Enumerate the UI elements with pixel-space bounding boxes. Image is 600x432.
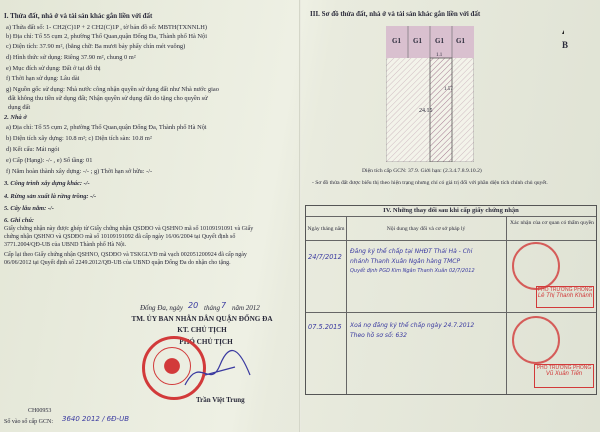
land-origin-line1: g) Nguồn gốc sử dụng: Nhà nước công nhận quyền sử dụng đất như Nhà nước giao <box>6 86 219 93</box>
section4-forest: 4. Rừng sản xuất là rừng trồng: -/- <box>4 193 97 200</box>
kt-chairman: KT. CHỦ TỊCH <box>177 326 227 334</box>
plot-diagram <box>386 26 474 162</box>
plot-label-g1: G1 <box>413 37 422 45</box>
section4-title: IV. Những thay đổi sau khi cấp giấy chứng nhận <box>383 207 519 214</box>
office-seal <box>512 242 560 290</box>
north-label: B <box>562 40 569 50</box>
approval-stamp <box>536 286 594 308</box>
section5-perennial: 5. Cây lâu năm: -/- <box>4 205 54 212</box>
section6-notes-title: 6. Ghi chú: <box>4 217 35 224</box>
plot-dimension: 24.15 <box>419 108 433 114</box>
approval-stamp <box>534 364 594 388</box>
change-content-line: Đăng ký thế chấp tại NHĐT Thái Hà - Chi <box>350 248 473 255</box>
change-content-line: Theo hồ sơ số: 632 <box>350 332 407 339</box>
page-fold <box>299 0 301 432</box>
change-content-line: nhánh Thanh Xuân Ngân hàng TMCP <box>350 258 461 265</box>
changes-table <box>305 205 597 395</box>
house-build-area: b) Diện tích xây dựng: 10.8 m²; c) Diện tích sàn: 10.8 m² <box>6 135 152 142</box>
col-date-header: Ngày tháng năm <box>307 226 345 232</box>
stamp-signer: Vũ Xuân Tiến <box>545 371 583 377</box>
registry-label: Số vào sổ cấp GCN: <box>4 419 53 425</box>
note-line: Cấp lại theo Giấy chứng nhận QSHNO, QSDĐO và TSKGLVĐ mã vạch 002051200924 đã cấp ngày <box>4 252 247 258</box>
stamp-signer: Lê Thị Thanh Khánh <box>537 293 593 299</box>
land-origin-line3: dụng đất <box>8 104 31 111</box>
issuing-authority: TM. ỦY BAN NHÂN DÂN QUẬN ĐỐNG ĐA <box>131 315 273 323</box>
note-line: 3771.2004/QĐ-UB của UBND Thành phố Hà Nội. <box>4 242 127 248</box>
house-structure: d) Kết cấu: Mái ngói <box>6 146 60 153</box>
change-date: 24/7/2012 <box>308 253 342 261</box>
issue-date-day: 20 <box>188 301 199 310</box>
house-grade: e) Cấp (Hạng): -/- , e) Số tầng: 01 <box>6 157 93 164</box>
plot-note: - Sơ đồ thửa đất được biểu thị theo hiện trạng nhưng chỉ có giá trị đối với phần diện tích chính chủ quyết. <box>312 180 548 186</box>
house-completion: f) Năm hoàn thành xây dựng: -/- ; g) Thời hạn sở hữu: -/- <box>6 168 153 175</box>
registry-number: 3640 2012 / 6Đ-UB <box>62 415 129 423</box>
area-note: Diện tích cấp GCN: 37.9. Giới hạn: (2.3.4.7.8.9.10.2) <box>362 168 482 174</box>
issue-date-month: 7 <box>221 301 227 310</box>
vice-chairman: PHÓ CHỦ TỊCH <box>179 338 233 346</box>
note-line: Giấy chứng nhận này được ghép từ Giấy chứng nhận QSDĐO và QSHNO mã số 10109191091 và Giấy <box>4 226 254 232</box>
plot-dimension-top: 1.1 <box>436 53 443 58</box>
subject-parcel <box>430 58 452 162</box>
change-content-line: Quyết định PGD Kim Ngân Thanh Xuân 02/7/2012 <box>350 268 475 274</box>
change-content-line: Xoá nợ đăng ký thế chấp ngày 24.7.2012 <box>350 322 475 329</box>
land-parcel-number: a) Thửa đất số: 1- CH2(C)1P + 2 CH2(C)1P , tờ bản đồ số: MBTH(TXNNLH) <box>6 24 208 31</box>
land-usage-term: f) Thời hạn sử dụng: Lâu dài <box>6 75 80 82</box>
plot-label-g1: G1 <box>392 37 401 45</box>
section3-other-works: 3. Công trình xây dựng khác: -/- <box>4 180 90 187</box>
signer-name: Trần Việt Trung <box>196 396 245 404</box>
issue-date-prefix: Đống Đa, ngày <box>140 304 183 312</box>
house-address: a) Địa chỉ: Tổ 55 cụm 2, phường Thổ Quan,quận Đống Đa, Thành phố Hà Nội <box>6 124 207 131</box>
plot-dimension-side: 1.57 <box>444 87 453 92</box>
col-content-header: Nội dung thay đổi và cơ sở pháp lý <box>386 226 466 232</box>
section1-title: I. Thửa đất, nhà ở và tài sản khác gắn liền với đất <box>4 12 153 20</box>
land-origin-line2: đất không thu tiền sử dụng đất; Nhận quyền sử dụng đất do tặng cho quyền sử <box>8 95 208 102</box>
col-confirm-header: Xác nhận của cơ quan có thẩm quyền <box>510 220 594 226</box>
note-line: chứng nhận QSHNO và QSDĐO mã số 10109191092 đã cấp ngày 16/06/2004 tại Quyết định số <box>4 234 236 240</box>
serial-number: CH00953 <box>28 408 52 414</box>
section3-plot-title: III. Sơ đồ thửa đất, nhà ở và tài sản khác gắn liền với đất <box>310 10 481 18</box>
plot-label-g1: G1 <box>456 37 465 45</box>
signature-scribble <box>180 345 260 395</box>
section2-title: 2. Nhà ở <box>4 114 27 121</box>
plot-drawing <box>386 26 474 162</box>
land-address: b) Địa chỉ: Tổ 55 cụm 2, phường Thổ Quan,quận Đống Đa, Thành phố Hà Nội <box>6 33 208 40</box>
land-usage-purpose: e) Mục đích sử dụng: Đất ở tại đô thị <box>6 65 101 72</box>
issue-date-month-label: tháng <box>204 304 220 312</box>
note-line: 06/06/2012 tại Quyết định số 2249.2012/QĐ-UB của UBND quận Đống Đa do nhận cho tặng. <box>4 260 231 266</box>
stamp-title: PHÓ TRƯỞNG PHÒNG <box>537 287 593 293</box>
stamp-title: PHÓ TRƯỞNG PHÒNG <box>536 365 592 371</box>
plot-label-g1: G1 <box>435 37 444 45</box>
land-usage-form: d) Hình thức sử dụng: Riêng 37.90 m², chung 0 m² <box>6 54 136 61</box>
office-seal <box>512 316 560 364</box>
issue-date-year: năm 2012 <box>232 304 260 312</box>
change-date: 07.5.2015 <box>308 323 342 331</box>
land-area: c) Diện tích: 37.90 m², (bằng chữ: Ba mươi bảy phẩy chín mét vuông) <box>6 43 186 50</box>
